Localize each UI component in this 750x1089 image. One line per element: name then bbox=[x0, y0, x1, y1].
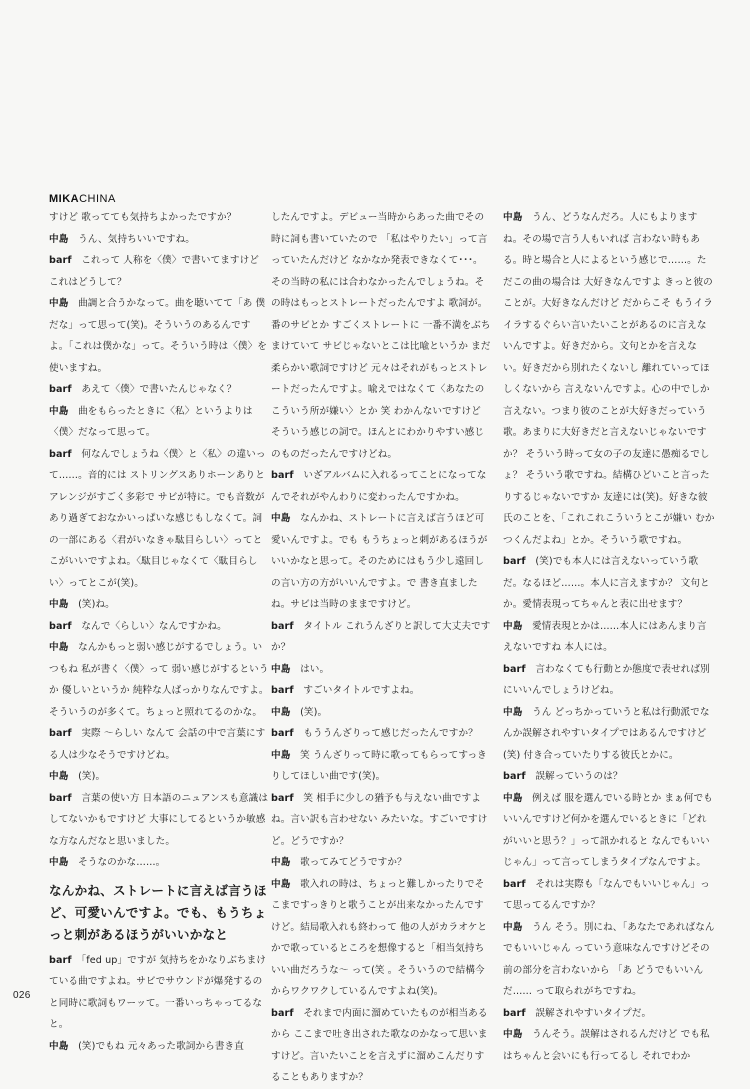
speech: 言わなくても行動とか態度で表せれば別にいいんでしょうけどね。 bbox=[503, 663, 710, 696]
speech: うん、気持ちいいですね。 bbox=[78, 233, 195, 245]
paragraph bbox=[49, 788, 269, 853]
speaker-label: 中島 bbox=[49, 642, 69, 653]
speech: 実際 ～らしい なんて 会話の中で言葉にする人は少なそうですけどね。 bbox=[49, 728, 266, 761]
speaker-label: barf bbox=[271, 470, 294, 481]
paragraph: したんですよ。デビュー当時からあった曲でその時に詞も書いていたので 「私はやりたい」って言っていたんだけど なかなか発表できなくて･･･。その当時の私には合わなかったんでしょうね。その時はもっとストレートだったんですよ 歌詞が。 番のサビとか すごくストレートに 一番不満をぶちまけていて サビじゃないとこは比喩というか まだ柔らかい歌詞ですけど 元々はそれがもっとストレートだったんですよ。喩えではなくて〈あなたのこういう所が嫌い〉とか 笑 わかんないですけど そういう感じの詞で。ほんとにわかりやすい感じのものだったんですけどね。 bbox=[271, 212, 491, 460]
speech: タイトル これうんざりと訳して大丈夫ですか？ bbox=[271, 620, 491, 653]
speech: はい。 bbox=[300, 663, 330, 675]
paragraph bbox=[271, 723, 491, 745]
pull-quote: なんかね、ストレートに言えば言うほど、可愛いんですよ。でも、もうちょっと刺があるほうがいいかなと bbox=[49, 882, 267, 942]
speaker-label: barf bbox=[49, 448, 72, 460]
speaker-label: 中島 bbox=[271, 663, 291, 675]
paragraph bbox=[271, 508, 491, 616]
speech: うん、どうなんだろ。人にもよりますね。その場で言う人もいれば 言わない時もある。時と場合と人によるという感じで……。ただこの曲の場合は 大好きなんですよ きっと彼のことが。大好きなんだけど だからこそ もうイライラするぐらい言いたいことがあるのに言えないんですよ。好きだから。文句とかを言えない。好きだから別れたくないし 離れていってほしくないから 言えないんですよ。心の中でしか言えない。つまり彼のことが大好きだっていう歌。あまりに大好きだと言えないじゃないですか？ そういう時って女の子の友達に愚痴るでしょ？ そういう歌ですね。結構ひどいこと言ったりするじゃないですか 友達には(笑)。好きな彼氏のことを、「これこれこういうとこが嫌い むかつくんだよね」とか。そういう歌ですね。 bbox=[503, 212, 715, 546]
speaker-label: 中島 bbox=[271, 513, 291, 524]
speech: そうなのかな……。 bbox=[78, 857, 166, 868]
speaker-label: 中島 bbox=[49, 298, 69, 309]
speech: これって 人称を〈僕〉で書いてますけど これはどうして？ bbox=[49, 255, 259, 288]
paragraph bbox=[49, 444, 269, 595]
paragraph bbox=[49, 852, 269, 874]
speech: 曲をもらったときに〈私〉というよりは〈僕〉だなって思って。 bbox=[49, 405, 253, 438]
speaker-label: barf bbox=[271, 728, 294, 739]
speech: (笑)でもね 元々あった歌詞から書き直 bbox=[78, 1040, 244, 1052]
paragraph bbox=[49, 401, 269, 444]
speaker-label: 中島 bbox=[49, 1040, 69, 1052]
speech: 笑 うんざりって時に歌ってもらってすっきりしてほしい曲です(笑)。 bbox=[271, 749, 487, 782]
paragraph bbox=[49, 379, 269, 401]
speech: 歌入れの時は、ちょっと難しかったりでそこまですっきりと歌うことが出来なかったんですけど。結局歌入れも終わって 他の人がカラオケとかで歌っているところを想像すると「相当気持ちいい曲だろうな～ って(笑 。そういうので結構今からワクワクしているんですよね(笑)。 bbox=[271, 878, 488, 997]
speech: 愛情表現とかは……本人にはあんまり言えないですね 本人には。 bbox=[503, 620, 707, 653]
paragraph bbox=[271, 680, 491, 702]
header-prefix: MIKA bbox=[49, 193, 80, 205]
paragraph bbox=[271, 745, 491, 788]
paragraph bbox=[49, 250, 269, 293]
paragraph bbox=[503, 616, 715, 659]
paragraph bbox=[271, 465, 491, 508]
paragraph bbox=[49, 766, 269, 788]
speaker-label: 中島 bbox=[503, 212, 523, 223]
speech: もううんざりって感じだったんですか？ bbox=[303, 728, 478, 739]
speech: なんかね、ストレートに言えば言うほど可愛いんですよ。でも もうちょっと刺があるほうがいいかなと思って。そのためにはもう少し遠回しの言い方の方がいいんですよ。で 書き直ましたね。サビは当時のままですけど。 bbox=[271, 513, 488, 610]
speaker-label: 中島 bbox=[49, 405, 69, 417]
paragraph bbox=[49, 723, 269, 766]
paragraph bbox=[49, 616, 269, 638]
speaker-label: barf bbox=[503, 771, 526, 782]
paragraph bbox=[503, 702, 715, 767]
speaker-label: 中島 bbox=[49, 233, 69, 245]
paragraph bbox=[271, 852, 491, 874]
speaker-label: barf bbox=[271, 620, 294, 632]
speech: なんで〈らしい〉なんですかね。 bbox=[81, 620, 227, 632]
speaker-label: barf bbox=[49, 255, 72, 266]
paragraph bbox=[503, 874, 715, 917]
article-column-2 bbox=[271, 207, 491, 1089]
speech: 誤解されやすいタイプだ。 bbox=[535, 1007, 652, 1019]
speaker-label: 中島 bbox=[49, 599, 69, 610]
speaker-label: barf bbox=[49, 954, 72, 966]
speech: 曲調と合うかなって。曲を聴いてて「あ 僕だな」って思って(笑)。そういうのあるんですよ。「これは僕かな」って。そういう時は〈僕〉を使いますね。 bbox=[49, 298, 267, 374]
speaker-label: barf bbox=[49, 728, 72, 739]
article-column-3 bbox=[503, 207, 715, 1067]
speaker-label: 中島 bbox=[49, 857, 69, 868]
paragraph bbox=[271, 702, 491, 724]
paragraph bbox=[271, 874, 491, 1003]
speaker-label: 中島 bbox=[503, 620, 523, 632]
paragraph bbox=[49, 637, 269, 723]
speaker-label: barf bbox=[271, 792, 294, 804]
speech: あえて〈僕〉で書いたんじゃなく？ bbox=[81, 384, 237, 395]
speech: うん どっちかっていうと私は行動派でなんか誤解されやすいタイプではあるんですけど(笑) 付き合っていたりする彼氏とかに。 bbox=[503, 706, 710, 761]
speaker-label: barf bbox=[503, 1007, 526, 1019]
speaker-label: barf bbox=[49, 792, 72, 804]
speech: 言葉の使い方 日本語のニュアンスも意識はしてないかもですけど 大事にしてるというか敏感な方なんだなと思いました。 bbox=[49, 792, 269, 847]
speech: 「fed up」ですが 気持ちをかなりぶちまけている曲ですよね。サビでサウンドが爆発するのと同時に歌詞もワーッて。一番いっちゃってるなと。 bbox=[49, 954, 266, 1030]
page-number: 026 bbox=[13, 990, 31, 1001]
header-suffix: CHINA bbox=[79, 193, 116, 205]
speech: 歌ってみてどうですか？ bbox=[300, 857, 407, 868]
speaker-label: barf bbox=[503, 663, 526, 675]
speaker-label: barf bbox=[503, 878, 526, 890]
paragraph bbox=[49, 1036, 269, 1058]
speech: うんそう。誤解はされるんだけど でも私はちゃんと会いにも行ってるし それでわか bbox=[503, 1029, 710, 1062]
paragraph bbox=[503, 1003, 715, 1025]
paragraph bbox=[503, 917, 715, 1003]
speaker-label: 中島 bbox=[503, 706, 523, 718]
paragraph: すけど 歌ってても気持ちよかったですか？ bbox=[49, 212, 237, 223]
paragraph bbox=[503, 788, 715, 874]
speech: (笑)。 bbox=[78, 771, 106, 782]
speech: 笑 相手に少しの猶予も与えない曲ですよね。言い訳も言わせない みたいな。すごいですけど。どうですか？ bbox=[271, 792, 488, 847]
paragraph bbox=[49, 293, 269, 379]
speech: うん そう。別にね、「あなたであればなんでもいいじゃん っていう意味なんですけどその前の部分を言わないから 「あ どうでもいいんだ…… って取られがちですね。 bbox=[503, 921, 715, 997]
speaker-label: barf bbox=[503, 556, 526, 567]
speaker-label: 中島 bbox=[271, 706, 291, 718]
paragraph bbox=[49, 594, 269, 616]
speech: 例えば 服を選んでいる時とか まぁ何でもいいんですけど何かを選んでいるときに「どれがいいと思う？」って訊かれると なんでもいいじゃん」って言ってしまうタイプなんですよ。 bbox=[503, 792, 713, 868]
paragraph bbox=[503, 766, 715, 788]
speaker-label: 中島 bbox=[271, 749, 291, 761]
paragraph bbox=[271, 788, 491, 853]
speech: 何なんでしょうね〈僕〉と〈私〉の違いって……。音的には ストリングスありホーンありと アレンジがすごく多彩で サビが特に。でも音数があり過ぎておなかいっぱいな感じもしなくて。詞の一部にある〈君がいなきゃ駄目らしい〉ってとこがいいですよね。〈駄目じゃなくて〈駄目らしい〉ってとこが(笑)。 bbox=[49, 448, 266, 589]
speech: それまで内面に溜めていたものが相当あるから ここまで吐き出された歌なのかなって思いますけど。言いたいことを言えずに溜めこんだりすることもありますか？ bbox=[271, 1007, 488, 1083]
speaker-label: 中島 bbox=[503, 1029, 523, 1040]
speech: いざアルバムに入れるってことになってなんでそれがやんわりに変わったんですかね。 bbox=[271, 470, 487, 503]
paragraph bbox=[503, 1024, 715, 1067]
paragraph bbox=[503, 207, 715, 551]
speaker-label: 中島 bbox=[503, 792, 523, 804]
speaker-label: 中島 bbox=[271, 857, 291, 868]
speaker-label: barf bbox=[49, 620, 72, 632]
speech: (笑)ね。 bbox=[78, 599, 115, 610]
paragraph bbox=[49, 950, 269, 1036]
speaker-label: 中島 bbox=[503, 921, 523, 933]
article-column-1 bbox=[49, 207, 269, 1057]
speaker-label: barf bbox=[271, 1007, 294, 1019]
speech: (笑)でも本人には言えないっていう歌だ。なるほど……。本人に言えますか？ 文句とか。愛情表現ってちゃんと表に出せます？ bbox=[503, 556, 710, 610]
speech: すごいタイトルですよね。 bbox=[303, 685, 420, 696]
speech: 誤解っていうのは？ bbox=[535, 771, 623, 782]
paragraph bbox=[49, 229, 269, 251]
speech: (笑)。 bbox=[300, 706, 328, 718]
magazine-section-header bbox=[49, 193, 116, 205]
paragraph bbox=[271, 616, 491, 659]
speaker-label: barf bbox=[49, 384, 72, 395]
speaker-label: 中島 bbox=[49, 771, 69, 782]
paragraph bbox=[271, 659, 491, 681]
paragraph bbox=[503, 551, 715, 616]
speech: それは実際も「なんでもいいじゃん」って思ってるんですか？ bbox=[503, 878, 710, 911]
speaker-label: barf bbox=[271, 685, 294, 696]
speech: なんかもっと弱い感じがするでしょう。いつもね 私が書く〈僕〉って 弱い感じがするというか 優しいというか 純粋な人ばっかりなんですよ。そういうのが多くて。ちょっと照れてるのかな。 bbox=[49, 642, 269, 718]
speaker-label: 中島 bbox=[271, 878, 291, 890]
paragraph bbox=[271, 1003, 491, 1089]
paragraph bbox=[503, 659, 715, 702]
